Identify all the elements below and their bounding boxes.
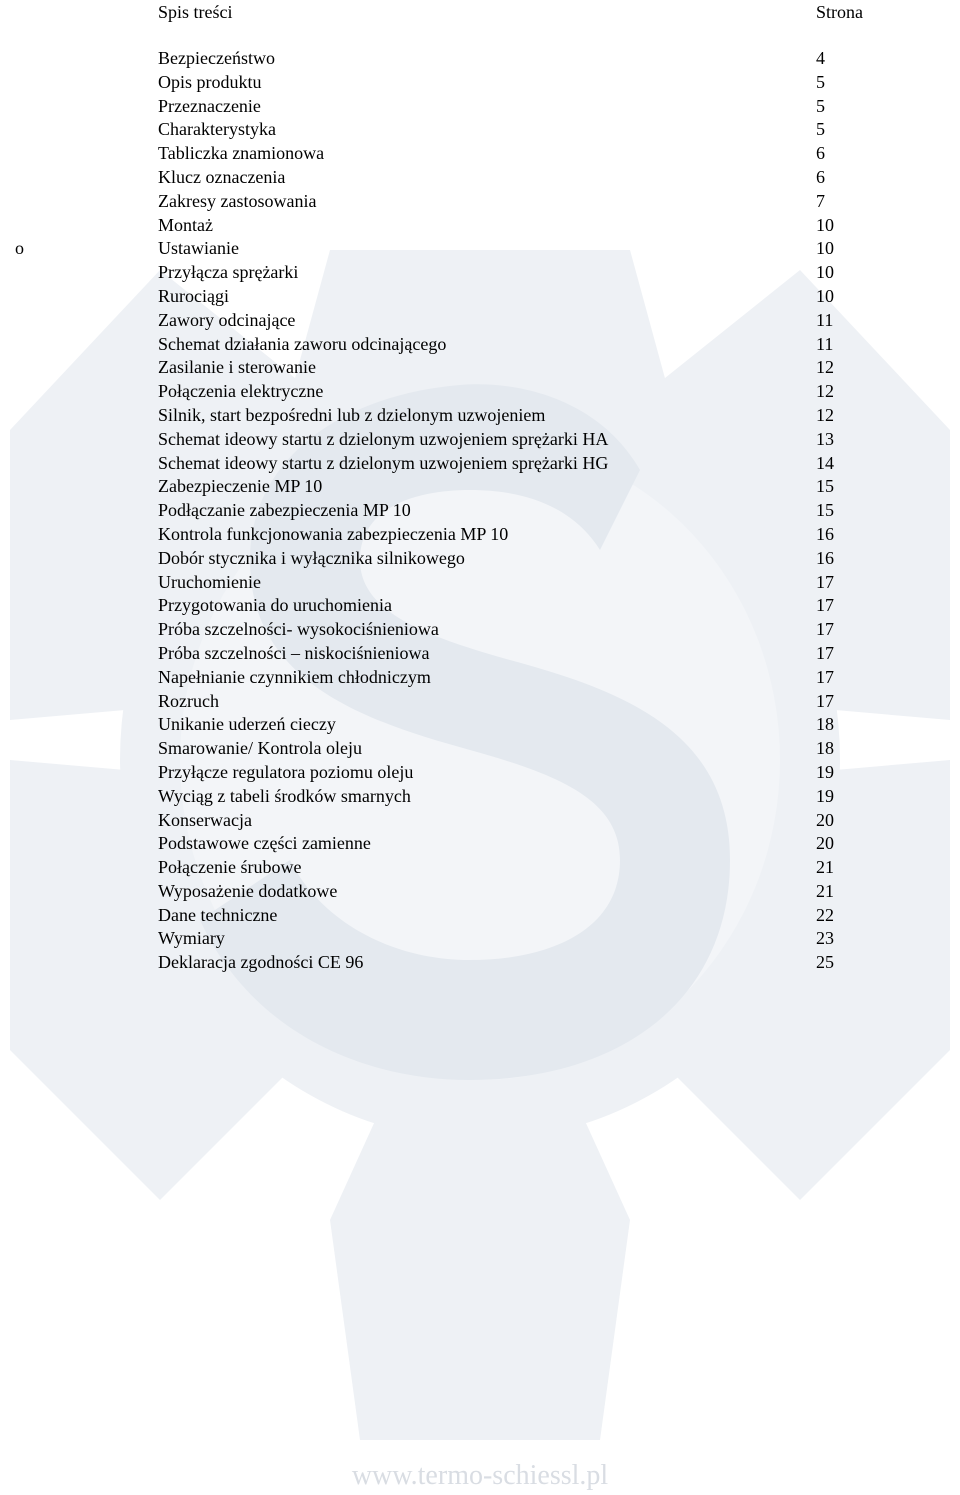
toc-entry-label: Dane techniczne <box>158 904 278 925</box>
toc-entry <box>0 832 960 856</box>
toc-entry-label: Wyciąg z tabeli środków smarnych <box>158 785 411 806</box>
toc-title: Spis treści <box>158 2 233 22</box>
toc-entry-label: Próba szczelności- wysokociśnieniowa <box>158 619 439 640</box>
toc-entry-page: 10 <box>816 262 834 283</box>
toc-entry-page: 10 <box>816 285 834 306</box>
toc-entry-label: Napełnianie czynnikiem chłodniczym <box>158 666 431 687</box>
toc-entry-label: Konserwacja <box>158 809 252 830</box>
toc-entry-page: 10 <box>816 238 834 259</box>
toc-entry-page: 12 <box>816 357 834 378</box>
toc-entry <box>0 571 960 595</box>
toc-entry <box>0 690 960 714</box>
toc-entry <box>0 951 960 975</box>
toc-entry <box>0 713 960 737</box>
toc-entry-page: 17 <box>816 571 834 592</box>
toc-entry-page: 25 <box>816 952 834 973</box>
toc-entry-page: 6 <box>816 143 825 164</box>
toc-entry <box>0 642 960 666</box>
bullet-marker: o <box>15 238 24 259</box>
toc-entry-page: 16 <box>816 547 834 568</box>
toc-entry-page: 22 <box>816 904 834 925</box>
toc-entry-page: 17 <box>816 619 834 640</box>
toc-entry <box>0 380 960 404</box>
toc-entry-label: Schemat ideowy startu z dzielonym uzwojeniem sprężarki HA <box>158 428 609 449</box>
toc-entry <box>0 261 960 285</box>
toc-entry-label: Ustawianie <box>158 238 239 259</box>
toc-entry-label: Klucz oznaczenia <box>158 166 286 187</box>
toc-entry-label: Schemat działania zaworu odcinającego <box>158 333 447 354</box>
toc-entry <box>0 927 960 951</box>
toc-entry-label: Kontrola funkcjonowania zabezpieczenia MP 10 <box>158 523 509 544</box>
toc-entry <box>0 904 960 928</box>
toc-entry-page: 17 <box>816 642 834 663</box>
toc-entry <box>0 190 960 214</box>
toc-entry-page: 15 <box>816 476 834 497</box>
toc-entry <box>0 761 960 785</box>
toc-entry <box>0 666 960 690</box>
toc-entry-label: Silnik, start bezpośredni lub z dzielonym uzwojeniem <box>158 404 546 425</box>
toc-list <box>0 47 960 975</box>
toc-entry <box>0 166 960 190</box>
toc-entry <box>0 594 960 618</box>
toc-entry-page: 15 <box>816 500 834 521</box>
toc-entry-label: Przyłącza sprężarki <box>158 262 299 283</box>
toc-entry-page: 18 <box>816 714 834 735</box>
toc-entry-page: 6 <box>816 166 825 187</box>
toc-entry-label: Unikanie uderzeń cieczy <box>158 714 336 735</box>
toc-entry-page: 12 <box>816 381 834 402</box>
footer-url: www.termo-schiessl.pl <box>351 1460 609 1491</box>
toc-entry <box>0 118 960 142</box>
toc-entry <box>0 404 960 428</box>
toc-entry-page: 21 <box>816 880 834 901</box>
toc-entry-label: Smarowanie/ Kontrola oleju <box>158 738 362 759</box>
toc-entry <box>0 618 960 642</box>
toc-entry-label: Rurociągi <box>158 285 229 306</box>
toc-entry-label: Zakresy zastosowania <box>158 190 317 211</box>
toc-entry-page: 17 <box>816 595 834 616</box>
toc-entry-label: Tabliczka znamionowa <box>158 143 325 164</box>
toc-entry <box>0 809 960 833</box>
toc-entry-label: Podłączanie zabezpieczenia MP 10 <box>158 500 411 521</box>
toc-entry <box>0 95 960 119</box>
toc-entry-page: 10 <box>816 214 834 235</box>
toc-entry-page: 23 <box>816 928 834 949</box>
toc-entry-label: Dobór stycznika i wyłącznika silnikowego <box>158 547 465 568</box>
toc-entry <box>0 523 960 547</box>
toc-entry-label: Połączenie śrubowe <box>158 857 302 878</box>
toc-entry-page: 11 <box>816 333 834 354</box>
toc-entry <box>0 785 960 809</box>
toc-entry-page: 20 <box>816 809 834 830</box>
toc-entry-page: 19 <box>816 761 834 782</box>
toc-entry-page: 17 <box>816 690 834 711</box>
toc-entry <box>0 856 960 880</box>
toc-entry-label: Montaż <box>158 214 213 235</box>
toc-entry-label: Zasilanie i sterowanie <box>158 357 316 378</box>
toc-entry-label: Schemat ideowy startu z dzielonym uzwojeniem sprężarki HG <box>158 452 609 473</box>
toc-entry-page: 13 <box>816 428 834 449</box>
toc-entry-label: Rozruch <box>158 690 219 711</box>
toc-entry-page: 19 <box>816 785 834 806</box>
toc-entry-label: Charakterystyka <box>158 119 276 140</box>
toc-entry-label: Opis produktu <box>158 71 262 92</box>
toc-entry <box>0 356 960 380</box>
toc-entry-label: Przeznaczenie <box>158 95 261 116</box>
toc-entry-page: 16 <box>816 523 834 544</box>
toc-entry <box>0 428 960 452</box>
toc-entry-page: 5 <box>816 95 825 116</box>
toc-header <box>0 0 960 26</box>
toc-entry <box>0 737 960 761</box>
toc-entry <box>0 142 960 166</box>
toc-entry <box>0 452 960 476</box>
toc-entry-page: 5 <box>816 71 825 92</box>
toc-entry <box>0 237 960 261</box>
toc-entry <box>0 333 960 357</box>
toc-entry <box>0 547 960 571</box>
toc-entry-page: 18 <box>816 738 834 759</box>
toc-entry <box>0 214 960 238</box>
toc-entry-page: 11 <box>816 309 834 330</box>
toc-entry-label: Bezpieczeństwo <box>158 48 275 68</box>
toc-entry-label: Przygotowania do uruchomienia <box>158 595 392 616</box>
toc-entry-label: Uruchomienie <box>158 571 261 592</box>
toc-entry-label: Próba szczelności – niskociśnieniowa <box>158 642 430 663</box>
toc-entry <box>0 285 960 309</box>
toc-entry-label: Połączenia elektryczne <box>158 381 324 402</box>
toc-entry-page: 21 <box>816 857 834 878</box>
toc-entry <box>0 499 960 523</box>
toc-entry-page: 12 <box>816 404 834 425</box>
page-column-heading: Strona <box>816 2 863 22</box>
toc-entry <box>0 880 960 904</box>
toc-entry <box>0 47 960 71</box>
toc-entry-label: Zabezpieczenie MP 10 <box>158 476 323 497</box>
toc-entry <box>0 309 960 333</box>
toc-entry-page: 20 <box>816 833 834 854</box>
toc-entry-label: Wyposażenie dodatkowe <box>158 880 338 901</box>
toc-entry-label: Zawory odcinające <box>158 309 296 330</box>
toc-entry <box>0 475 960 499</box>
toc-entry-page: 5 <box>816 119 825 140</box>
toc-entry-page: 17 <box>816 666 834 687</box>
toc-entry-page: 7 <box>816 190 825 211</box>
toc-entry-page: 14 <box>816 452 834 473</box>
toc-entry-label: Podstawowe części zamienne <box>158 833 371 854</box>
toc-entry-label: Przyłącze regulatora poziomu oleju <box>158 761 414 782</box>
toc-entry-label: Wymiary <box>158 928 225 949</box>
toc-entry-label: Deklaracja zgodności CE 96 <box>158 952 364 973</box>
toc-entry <box>0 71 960 95</box>
toc-entry-page: 4 <box>816 48 825 68</box>
